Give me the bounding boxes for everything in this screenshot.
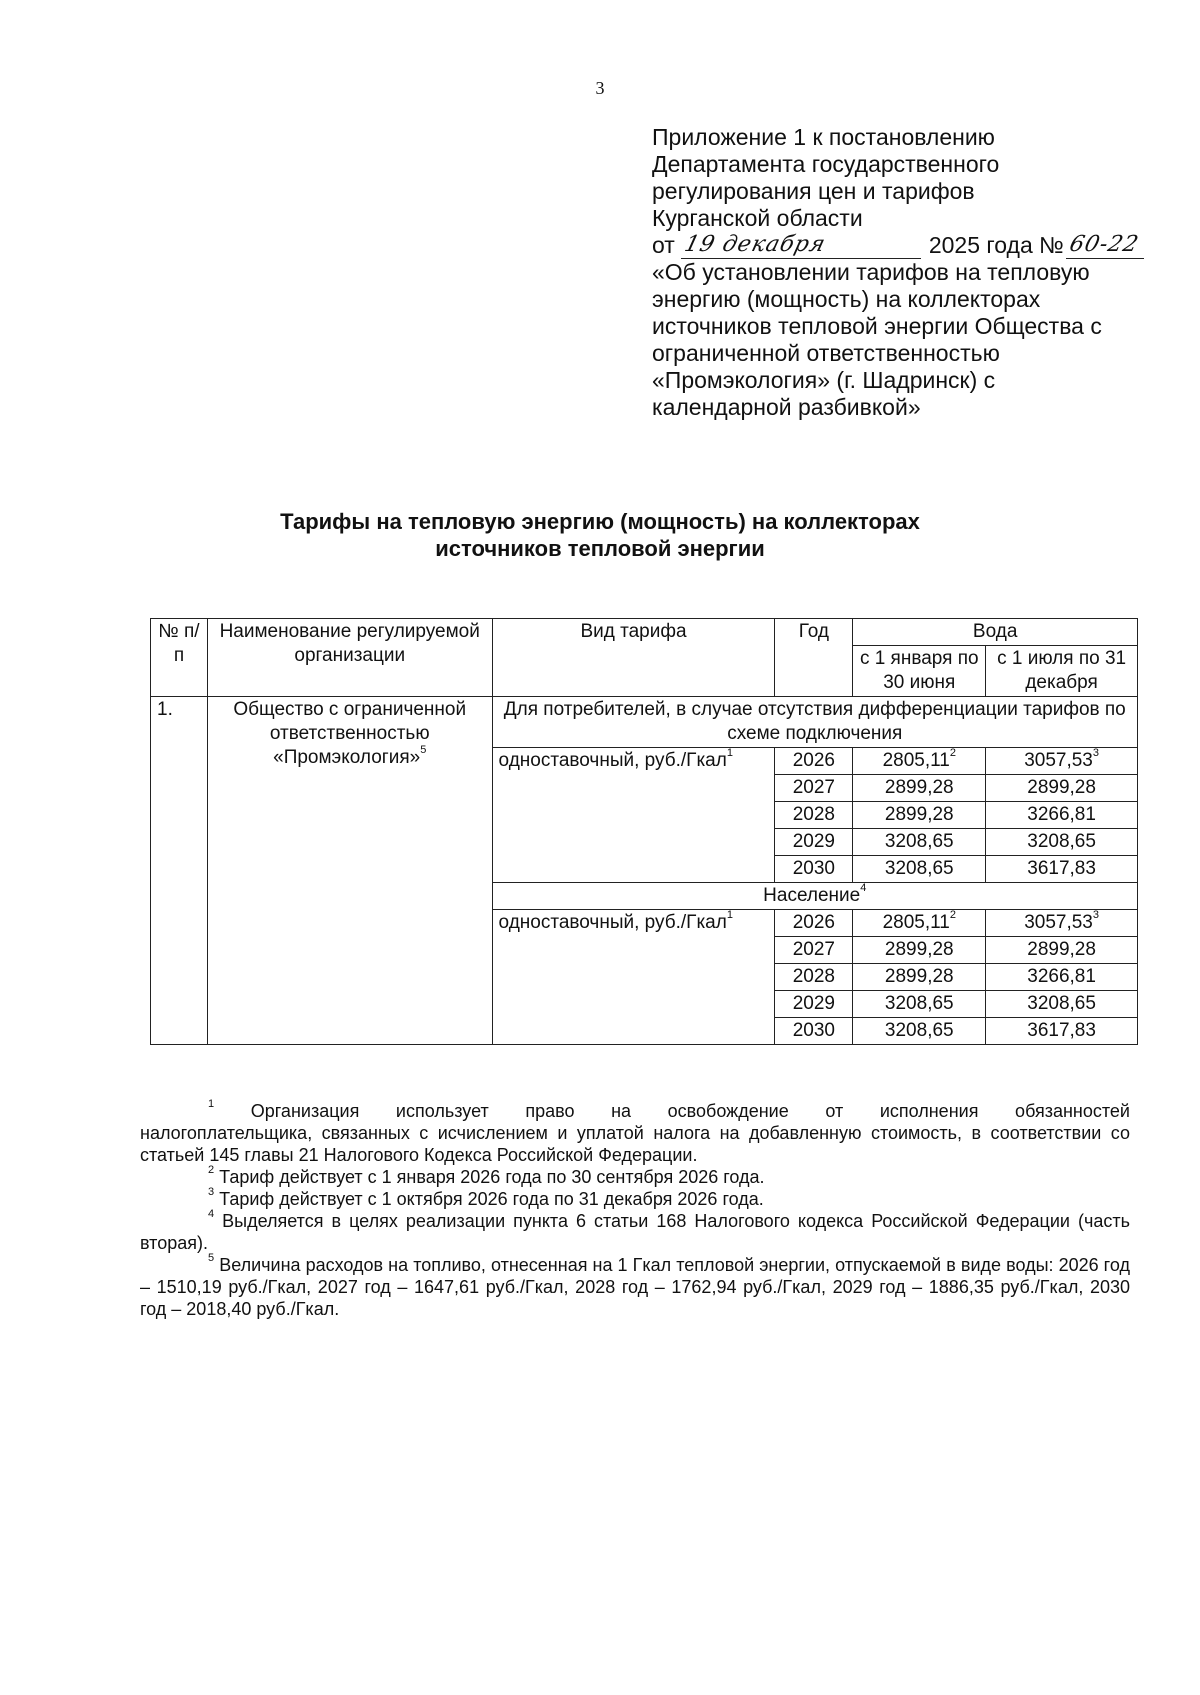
resolution-line: «Промэкология» (г. Шадринск) с — [652, 367, 996, 393]
section-population — [492, 883, 1137, 910]
period1-value: 2899,28 — [853, 937, 986, 964]
period2-value: 3208,65 — [986, 829, 1138, 856]
value-text: 2805,11 — [882, 750, 950, 771]
resolution-line: энергию (мощность) на коллекторах — [652, 286, 1041, 312]
footnote-marker: 5 — [208, 1252, 215, 1264]
footnote-5 — [140, 1254, 1130, 1320]
year-cell: 2026 — [775, 748, 853, 775]
org-name-text: Общество с ограниченной ответственностью «Промэкология» — [233, 699, 467, 768]
date-prefix: от — [652, 232, 675, 258]
period2-value: 2899,28 — [986, 775, 1138, 802]
header-year: Год — [775, 619, 853, 697]
year-cell: 2028 — [775, 802, 853, 829]
period1-value — [853, 910, 986, 937]
footnote-1-first-line: Организация использует право на освобождение от исполнения обязанностей — [250, 1101, 1130, 1121]
header-water: Вода — [853, 619, 1138, 646]
handwritten-date: 19 декабря — [681, 232, 829, 257]
value-text: 3057,53 — [1024, 750, 1093, 771]
year-text: 2025 года № — [928, 232, 1064, 258]
footnote-2 — [140, 1166, 1130, 1188]
section-consumers: Для потребителей, в случае отсутствия дифференциации тарифов по схеме подключения — [492, 697, 1137, 748]
header-org: Наименование регулируемой организации — [207, 619, 492, 697]
tariff-type-text: одноставочный, руб./Гкал — [498, 750, 727, 771]
year-cell: 2027 — [775, 937, 853, 964]
period2-value — [986, 910, 1138, 937]
year-cell: 2029 — [775, 829, 853, 856]
appendix-line: Приложение 1 к постановлению — [652, 124, 995, 150]
row-number: 1. — [151, 697, 208, 1045]
footnote-3-text: Тариф действует с 1 октября 2026 года по 31 декабря 2026 года. — [219, 1189, 764, 1209]
footnote-2-text: Тариф действует с 1 января 2026 года по 30 сентября 2026 года. — [219, 1167, 765, 1187]
footnote-marker: 4 — [208, 1208, 215, 1220]
population-footnote-ref: 4 — [860, 882, 867, 894]
appendix-line: регулирования цен и тарифов — [652, 178, 975, 204]
period2-value: 3617,83 — [986, 1018, 1138, 1045]
page-number: 3 — [595, 78, 605, 98]
footnote-marker: 3 — [208, 1186, 215, 1198]
org-footnote-ref: 5 — [420, 744, 427, 756]
header-num: № п/п — [151, 619, 208, 697]
year-cell: 2026 — [775, 910, 853, 937]
document-title — [0, 508, 1200, 562]
period2-value — [986, 748, 1138, 775]
tariff-type-cell — [492, 910, 775, 1045]
period1-value: 3208,65 — [853, 991, 986, 1018]
appendix-header — [652, 124, 1172, 421]
tariff-type-text: одноставочный, руб./Гкал — [498, 912, 727, 933]
footnote-4 — [140, 1210, 1130, 1254]
footnote-ref: 3 — [1092, 909, 1099, 921]
resolution-line: ограниченной ответственностью — [652, 340, 1000, 366]
footnote-1-continuation: налогоплательщика, связанных с исчислением и уплатой налога на добавленную стоимость, в соответствии со статьей 145 главы 21 Налогового Кодекса Российской Федерации. — [140, 1123, 1130, 1165]
appendix-line: Департамента государственного — [652, 151, 1000, 177]
value-text: 3057,53 — [1024, 912, 1093, 933]
period1-value: 3208,65 — [853, 829, 986, 856]
section-population-text: Население — [763, 885, 861, 906]
date-line — [652, 232, 1172, 259]
period2-value: 3266,81 — [986, 964, 1138, 991]
footnote-ref: 2 — [949, 909, 956, 921]
organization-name — [207, 697, 492, 1045]
title-line-2: источников тепловой энергии — [435, 536, 765, 561]
period2-value: 3266,81 — [986, 802, 1138, 829]
date-blank — [681, 234, 921, 259]
period2-value: 2899,28 — [986, 937, 1138, 964]
footnotes — [140, 1100, 1130, 1320]
footnote-ref: 3 — [1092, 747, 1099, 759]
period2-value: 3208,65 — [986, 991, 1138, 1018]
year-cell: 2027 — [775, 775, 853, 802]
tariff-footnote-ref: 1 — [726, 909, 733, 921]
tariff-type-cell — [492, 748, 775, 883]
year-cell: 2030 — [775, 1018, 853, 1045]
tariff-table — [150, 618, 1138, 1045]
footnote-1 — [140, 1100, 1130, 1122]
handwritten-number: 60-22 — [1066, 232, 1142, 257]
period1-value: 3208,65 — [853, 1018, 986, 1045]
year-cell: 2030 — [775, 856, 853, 883]
value-text: 2805,11 — [882, 912, 950, 933]
period1-value: 2899,28 — [853, 802, 986, 829]
footnote-marker: 1 — [208, 1098, 215, 1110]
tariff-footnote-ref: 1 — [726, 747, 733, 759]
title-line-1: Тарифы на тепловую энергию (мощность) на коллекторах — [280, 509, 920, 534]
period2-value: 3617,83 — [986, 856, 1138, 883]
appendix-line: Курганской области — [652, 205, 863, 231]
number-blank — [1066, 234, 1144, 259]
resolution-line: источников тепловой энергии Общества с — [652, 313, 1102, 339]
year-cell: 2028 — [775, 964, 853, 991]
period1-value — [853, 748, 986, 775]
resolution-line: календарной разбивкой» — [652, 394, 921, 420]
footnote-3 — [140, 1188, 1130, 1210]
footnote-5-text: Величина расходов на топливо, отнесенная на 1 Гкал тепловой энергии, отпускаемой в виде воды: 2026 год – 1510,19 руб./Гкал, 2027 год – 1647,61 руб./Гкал, 2028 год – 1762,94 руб./Гкал, 2029 год – 1886,35 руб./Гкал, 2030 год – 2018,40 руб./Гкал. — [140, 1255, 1130, 1319]
footnote-4-text: Выделяется в целях реализации пункта 6 статьи 168 Налогового кодекса Российской Федерации (часть вторая). — [140, 1211, 1130, 1253]
header-period-1: с 1 января по 30 июня — [853, 646, 986, 697]
period1-value: 3208,65 — [853, 856, 986, 883]
resolution-line: «Об установлении тарифов на тепловую — [652, 259, 1090, 285]
header-tariff-type: Вид тарифа — [492, 619, 775, 697]
footnote-ref: 2 — [949, 747, 956, 759]
year-cell: 2029 — [775, 991, 853, 1018]
period1-value: 2899,28 — [853, 775, 986, 802]
footnote-marker: 2 — [208, 1164, 215, 1176]
period1-value: 2899,28 — [853, 964, 986, 991]
header-period-2: с 1 июля по 31 декабря — [986, 646, 1138, 697]
